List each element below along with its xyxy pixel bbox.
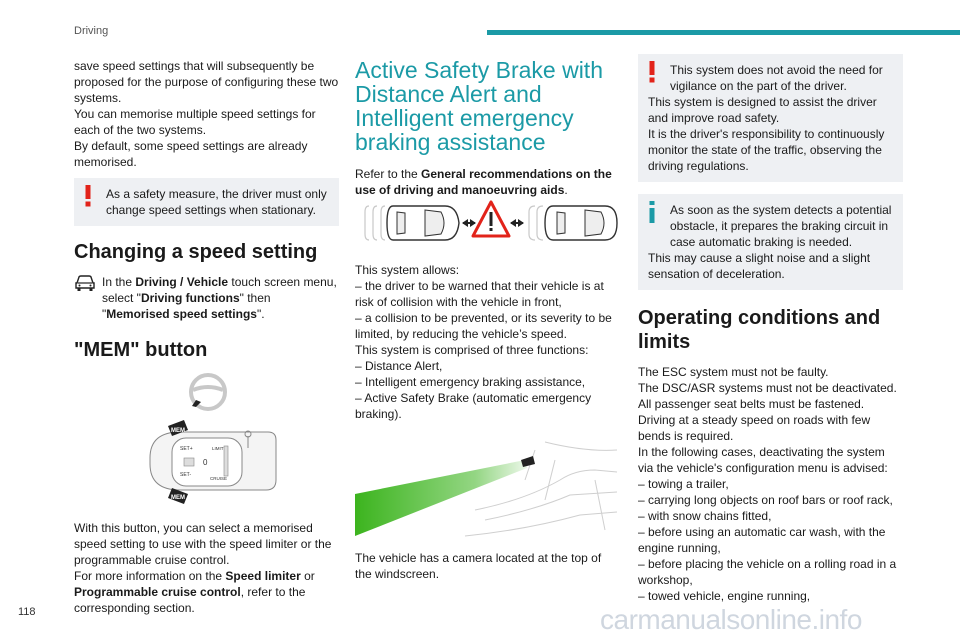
allows-item-2: – a collision to be prevented, or its severity to be limited, by reducing the vehicle’s speed. [355,311,612,341]
function-emergency-braking-assistance: – Intelligent emergency braking assistance, [355,375,586,389]
function-active-safety-brake: – Active Safety Brake (automatic emergency braking). [355,391,592,421]
slight-noise-text: This may cause a slight noise and a slight sensation of deceleration. [648,251,871,281]
oper-towing-trailer: – towing a trailer, [638,477,729,491]
car-menu-icon [74,274,96,322]
oper-steady-speed: Driving at a steady speed on roads with few bends is required. [638,413,871,443]
oper-snow-chains: – with snow chains fitted, [638,509,772,523]
allows-item-1: – the driver to be warned that their vehicle is at risk of collision with the vehicle in front, [355,279,604,309]
intro-paragraph-2: You can memorise multiple speed settings for each of the two systems. [74,107,316,137]
column-3 [638,58,903,604]
vigilance-warning-note [638,54,903,182]
oper-esc: The ESC system must not be faulty. [638,365,829,379]
oper-towed-vehicle: – towed vehicle, engine running, [638,589,811,603]
oper-rolling-road: – before placing the vehicle on a rolling road in a workshop, [638,557,897,587]
stalk-zero-label: 0 [203,458,208,467]
assist-driver-text: This system is designed to assist the driver and improve road safety. [648,95,877,125]
watermark: carmanualsonline.info [600,604,862,635]
stalk-mem-bottom-label: MEM [171,495,185,501]
oper-car-wash: – before using an automatic car wash, with the engine running, [638,525,886,555]
collision-warning-illustration [363,198,620,248]
mem-description: With this button, you can select a memorised speed setting to use with the speed limiter or the programmable cruise control. [74,521,332,567]
warning-exclamation-icon [648,61,656,83]
braking-circuit-text: As soon as the system detects a potential obstacle, it prepares the braking circuit in case automatic braking is needed. [670,203,892,249]
oper-deactivation-cases: In the following cases, deactivating the system via the vehicle's configuration menu is advised: [638,445,888,475]
header-accent-bar [487,30,960,35]
function-distance-alert: – Distance Alert, [355,359,443,373]
info-note [638,194,903,290]
functions-intro: This system is comprised of three functions: [355,343,589,357]
intro-paragraph-1: save speed settings that will subsequently be proposed for the purpose of configuring these two systems. [74,59,339,105]
cruise-control-stalk-illustration [140,418,339,506]
intro-paragraph-3: By default, some speed settings are already memorised. [74,139,308,169]
heading-operating-conditions: Operating conditions and limits [638,307,881,353]
windscreen-camera-illustration [355,440,620,540]
column-2 [355,58,620,582]
steering-wheel-illustration [188,372,339,412]
page-number: 118 [18,606,36,618]
touchscreen-instruction [74,274,339,322]
stalk-limit-label: LIMIT [212,446,224,451]
heading-changing-speed-setting: Changing a speed setting [74,241,318,263]
warning-text: As a safety measure, the driver must only change speed settings when stationary. [106,187,327,217]
driver-responsibility-text: It is the driver's responsibility to continuously monitor the state of the traffic, observing the driving regulations. [648,127,885,173]
info-icon [648,201,656,223]
running-header: Driving [74,25,109,37]
refer-general-recommendations: Refer to the General recommendations on the use of driving and manoeuvring aids. [355,167,612,197]
allows-intro: This system allows: [355,263,460,277]
stalk-cruise-label: CRUISE [210,476,228,481]
warning-note [74,178,339,226]
stalk-set-plus-label: SET+ [180,446,193,452]
oper-long-objects: – carrying long objects on roof bars or roof rack, [638,493,893,507]
mem-more-info: For more information on the Speed limiter or Programmable cruise control, refer to the corresponding section. [74,569,315,615]
vigilance-warning-text: This system does not avoid the need for vigilance on the part of the driver. [670,63,883,93]
oper-dsc-asr: The DSC/ASR systems must not be deactivated. [638,381,897,395]
touchscreen-instruction-text: In the Driving / Vehicle touch screen menu, select "Driving functions" then "Memorised speed settings". [102,275,337,321]
heading-mem-button: "MEM" button [74,339,208,361]
stalk-set-minus-label: SET- [180,472,192,478]
oper-seat-belts: All passenger seat belts must be fastened. [638,397,865,411]
section-title-active-safety-brake: Active Safety Brake with Distance Alert and Intelligent emergency braking assistance [355,57,603,155]
warning-exclamation-icon [84,185,92,207]
stalk-mem-top-label: MEM [171,428,185,434]
column-1 [74,58,339,616]
camera-location-text: The vehicle has a camera located at the top of the windscreen. [355,551,602,581]
